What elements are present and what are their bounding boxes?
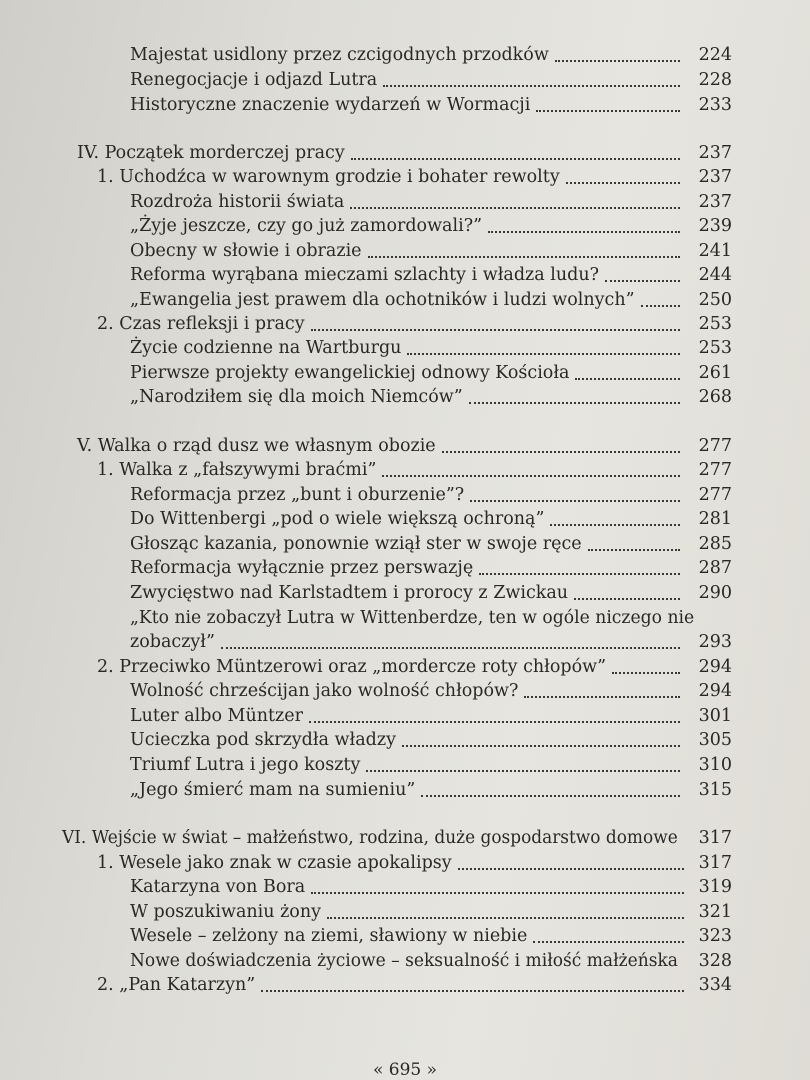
- toc-dot-leader: [383, 77, 680, 87]
- toc-entry-title: IV. Początek morderczej pracy: [77, 143, 345, 163]
- toc-entry-page-number: 239: [698, 216, 732, 236]
- toc-dot-leader: [311, 321, 680, 331]
- toc-entry-title: zobaczył”: [130, 632, 215, 652]
- toc-entry-title: 2. Czas refleksji i pracy: [97, 314, 305, 334]
- toc-entry: [0, 923, 810, 949]
- toc-entry-title: Renegocjacje i odjazd Lutra: [130, 70, 378, 90]
- toc-entry: [0, 92, 810, 118]
- toc-entry-page-number: 317: [698, 853, 732, 873]
- toc-dot-leader: [421, 787, 680, 797]
- toc-entry: [0, 262, 810, 288]
- toc-entry: [0, 850, 810, 876]
- toc-entry-title: „Narodziłem się dla moich Niemców”: [130, 387, 463, 407]
- toc-entry-title: 2. Przeciwko Müntzerowi oraz „mordercze roty chłopów”: [97, 657, 607, 677]
- toc-entry-page-number: 321: [698, 902, 732, 922]
- toc-entry-page-number: 241: [698, 241, 732, 261]
- toc-entry: [0, 874, 810, 900]
- toc-dot-leader: [382, 467, 680, 477]
- toc-dot-leader: [366, 762, 680, 772]
- toc-dot-leader: [350, 199, 680, 209]
- toc-entry-title: 1. Wesele jako znak w czasie apokalipsy: [97, 853, 452, 873]
- toc-entry: [0, 506, 810, 532]
- toc-entry-page-number: 237: [698, 192, 732, 212]
- toc-entry-title: Majestat usidlony przez czcigodnych przodków: [130, 45, 549, 65]
- toc-dot-leader: [311, 884, 684, 894]
- toc-dot-leader: [327, 909, 684, 919]
- toc-entry: [0, 678, 810, 704]
- toc-entry-title: Katarzyna von Bora: [130, 877, 306, 897]
- toc-entry: [0, 654, 810, 680]
- toc-entry: [0, 457, 810, 483]
- toc-entry-title: Ucieczka pod skrzydła władzy: [130, 730, 396, 750]
- toc-entry-title: Rozdroża historii świata: [130, 192, 345, 212]
- toc-entry-page-number: 285: [698, 534, 732, 554]
- toc-dot-leader: [351, 150, 680, 160]
- toc-entry: [0, 899, 810, 925]
- toc-dot-leader: [469, 394, 680, 404]
- toc-dot-leader: [533, 933, 684, 943]
- toc-dot-leader: [588, 541, 680, 551]
- toc-dot-leader: [574, 590, 680, 600]
- toc-dot-leader: [550, 516, 680, 526]
- toc-entry-title: „Ewangelia jest prawem dla ochotników i ludzi wolnych”: [130, 290, 635, 310]
- toc-entry-page-number: 253: [698, 338, 732, 358]
- toc-entry-page-number: 253: [698, 314, 732, 334]
- toc-dot-leader: [488, 223, 680, 233]
- toc-entry: [0, 972, 810, 998]
- toc-entry: [0, 555, 810, 581]
- toc-dot-leader: [470, 492, 680, 502]
- toc-entry-page-number: 310: [698, 755, 732, 775]
- toc-dot-leader: [402, 737, 680, 747]
- toc-dot-leader: [221, 639, 680, 649]
- toc-dot-leader: [555, 52, 680, 62]
- toc-entry: [0, 703, 810, 729]
- toc-entry-page-number: 277: [698, 485, 732, 505]
- toc-entry-page-number: 244: [698, 265, 732, 285]
- toc-entry-title: Reformacja przez „bunt i oburzenie”?: [130, 485, 465, 505]
- toc-dot-leader: [407, 345, 680, 355]
- toc-entry: [0, 433, 810, 459]
- toc-entry-page-number: 305: [698, 730, 732, 750]
- toc-dot-leader: [605, 272, 680, 282]
- toc-entry: [0, 752, 810, 778]
- toc-entry-page-number: 319: [698, 877, 732, 897]
- toc-dot-leader: [479, 565, 680, 575]
- toc-entry: [0, 311, 810, 337]
- toc-entry-title: W poszukiwaniu żony: [130, 902, 321, 922]
- toc-entry-page-number: 328: [698, 951, 732, 971]
- toc-entry-title: Pierwsze projekty ewangelickiej odnowy Kościoła: [130, 363, 570, 383]
- toc-entry-page-number: 281: [698, 509, 732, 529]
- toc-entry-title: 1. Walka z „fałszywymi braćmi”: [97, 460, 377, 480]
- toc-entry: [0, 360, 810, 386]
- toc-entry-page-number: 293: [698, 632, 732, 652]
- toc-entry-title: „Żyje jeszcze, czy go już zamordowali?”: [130, 216, 483, 236]
- toc-entry-title: Wolność chrześcijan jako wolność chłopów?: [130, 681, 519, 701]
- toc-entry: [0, 580, 810, 606]
- toc-entry-page-number: 250: [698, 290, 732, 310]
- toc-entry-page-number: 277: [698, 460, 732, 480]
- toc-entry: [0, 629, 810, 655]
- page-number: « 695 »: [372, 1060, 438, 1080]
- toc-entry-title: Reformacja wyłącznie przez perswazję: [130, 558, 474, 578]
- toc-entry-title: Zwycięstwo nad Karlstadtem i prorocy z Zwickau: [130, 583, 569, 603]
- toc-entry-page-number: 233: [698, 95, 732, 115]
- toc-entry-title: Głosząc kazania, ponownie wziął ster w swoje ręce: [130, 534, 582, 554]
- toc-entry-title: Reforma wyrąbana mieczami szlachty i władza ludu?: [130, 265, 599, 285]
- toc-entry-title: Nowe doświadczenia życiowe – seksualność i miłość małżeńska: [130, 951, 678, 971]
- toc-entry: [0, 727, 810, 753]
- toc-entry-page-number: 294: [698, 681, 732, 701]
- toc-dot-leader: [612, 664, 680, 674]
- toc-entry: [0, 189, 810, 215]
- toc-entry: [0, 777, 810, 803]
- toc-entry-title: Obecny w słowie i obrazie: [130, 241, 362, 261]
- toc-dot-leader: [524, 688, 680, 698]
- toc-entry-title: 1. Uchodźca w warownym grodzie i bohater rewolty: [97, 167, 560, 187]
- toc-dot-leader: [458, 860, 684, 870]
- toc-entry: [0, 825, 810, 851]
- toc-entry-title: V. Walka o rząd dusz we własnym obozie: [77, 436, 436, 456]
- toc-entry-page-number: 237: [698, 167, 732, 187]
- toc-entry-title: VI. Wejście w świat – małżeństwo, rodzina, duże gospodarstwo domowe: [62, 828, 678, 848]
- toc-entry: [0, 238, 810, 264]
- toc-entry-title: Luter albo Müntzer: [130, 706, 303, 726]
- toc-entry: [0, 482, 810, 508]
- toc-entry-title: Historyczne znaczenie wydarzeń w Wormacji: [130, 95, 531, 115]
- toc-entry-page-number: 224: [698, 45, 732, 65]
- toc-entry-page-number: 315: [698, 780, 732, 800]
- toc-dot-leader: [442, 443, 680, 453]
- toc-entry-title: Triumf Lutra i jego koszty: [130, 755, 361, 775]
- toc-entry: [0, 948, 810, 974]
- toc-entry: [0, 335, 810, 361]
- toc-entry-page-number: 317: [698, 828, 732, 848]
- toc-entry-page-number: 268: [698, 387, 732, 407]
- toc-entry: [0, 42, 810, 68]
- toc-entry: [0, 164, 810, 190]
- toc-dot-leader: [309, 713, 680, 723]
- toc-entry-page-number: 301: [698, 706, 732, 726]
- toc-dot-leader: [261, 982, 684, 992]
- toc-entry: [0, 287, 810, 313]
- toc-entry-page-number: 287: [698, 558, 732, 578]
- toc-dot-leader: [566, 174, 680, 184]
- toc-entry-title: Życie codzienne na Wartburgu: [130, 338, 402, 358]
- toc-dot-leader: [368, 248, 680, 258]
- toc-entry: [0, 531, 810, 557]
- toc-entry-page-number: 228: [698, 70, 732, 90]
- toc-entry-page-number: 261: [698, 363, 732, 383]
- toc-entry: [0, 213, 810, 239]
- toc-entry-page-number: 294: [698, 657, 732, 677]
- toc-entry-page-number: 237: [698, 143, 732, 163]
- toc-entry-title: 2. „Pan Katarzyn”: [97, 975, 256, 995]
- toc-entry: [0, 67, 810, 93]
- toc-entry-page-number: 290: [698, 583, 732, 603]
- toc-entry-page-number: 334: [698, 975, 732, 995]
- toc-entry: [0, 605, 810, 631]
- toc-entry: [0, 140, 810, 166]
- toc-entry-title: Wesele – zelżony na ziemi, sławiony w niebie: [130, 926, 528, 946]
- toc-entry-title: „Kto nie zobaczył Lutra w Wittenberdze, ten w ogóle niczego nie: [130, 608, 695, 628]
- toc-entry-page-number: 277: [698, 436, 732, 456]
- toc-dot-leader: [536, 102, 680, 112]
- toc-entry-page-number: 323: [698, 926, 732, 946]
- toc-entry: [0, 384, 810, 410]
- toc-entry-title: Do Wittenbergi „pod o wiele większą ochroną”: [130, 509, 545, 529]
- toc-entry-title: „Jego śmierć mam na sumieniu”: [130, 780, 416, 800]
- toc-dot-leader: [575, 370, 680, 380]
